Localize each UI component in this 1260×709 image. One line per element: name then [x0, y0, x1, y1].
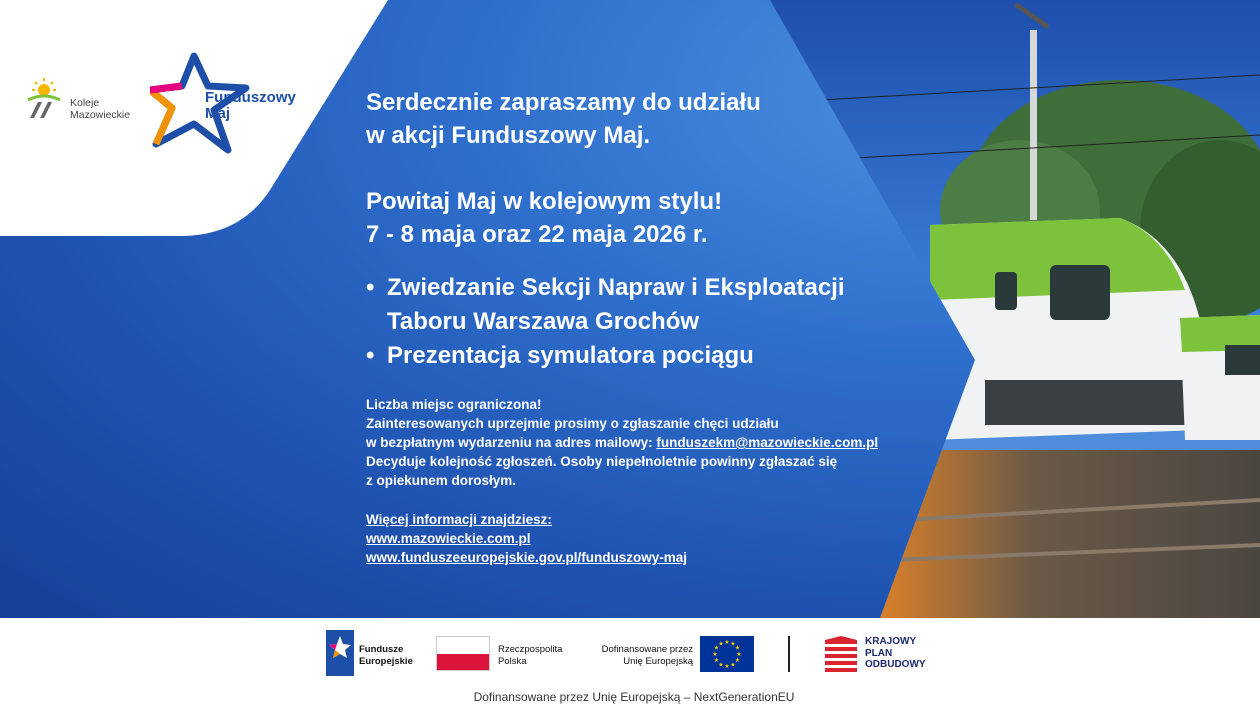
- funduszowy-maj-logo-text: [205, 90, 296, 122]
- bullet-dot-icon: •: [366, 342, 375, 369]
- fe-line2: Europejskie: [359, 656, 413, 667]
- info-line5: z opiekunem dorosłym.: [366, 473, 517, 488]
- kpo-text: [865, 636, 926, 671]
- ue-line1: Dofinansowane przez: [601, 644, 693, 655]
- km-line1: Koleje: [70, 97, 100, 109]
- rp-line1: Rzeczpospolita: [498, 644, 563, 655]
- svg-text:★: ★: [724, 639, 730, 646]
- bullet-item-2: [366, 339, 878, 373]
- kpo-line2: PLAN: [865, 647, 893, 659]
- fundusze-europejskie-icon: [326, 630, 354, 676]
- svg-text:★: ★: [713, 657, 720, 664]
- bullet-item-2-text: Prezentacja symulatora pociągu: [387, 342, 754, 369]
- poland-flag-icon: [436, 636, 490, 671]
- fundusze-europejskie-text: [359, 644, 413, 668]
- bullet-list: [366, 271, 878, 373]
- kpo-line3: ODBUDOWY: [865, 659, 926, 670]
- footer-divider: [788, 636, 790, 672]
- bullet-dot-icon: •: [366, 274, 375, 301]
- info-line3-prefix: w bezpłatnym wydarzeniu na adres mailowy:: [366, 435, 657, 450]
- svg-text:★: ★: [730, 640, 736, 648]
- info-line2: Zainteresowanych uprzejmie prosimy o zgłaszanie chęci udziału: [366, 416, 779, 431]
- kpo-line1: KRAJOWY: [865, 636, 917, 647]
- mazowieckie-link[interactable]: www.mazowieckie.com.pl: [366, 531, 531, 546]
- subheadline-line1: Powitaj Maj w kolejowym stylu!: [366, 188, 723, 215]
- rp-line2: Polska: [498, 656, 527, 667]
- svg-text:★: ★: [718, 661, 724, 669]
- rzeczpospolita-text: [498, 644, 562, 668]
- svg-text:★: ★: [712, 651, 718, 658]
- more-info-heading: Więcej informacji znajdziesz:: [366, 512, 552, 527]
- info-block: [366, 395, 878, 490]
- fundusze-link[interactable]: www.funduszeeuropejskie.gov.pl/funduszowy-maj: [366, 550, 688, 565]
- eu-flag-icon: [700, 636, 754, 672]
- ue-line2: Unię Europejską: [623, 656, 693, 667]
- unia-europejska-text: [592, 644, 693, 668]
- fm-line1: Funduszowy: [205, 89, 296, 106]
- subheadline-line2: 7 - 8 maja oraz 22 maja 2026 r.: [366, 221, 708, 248]
- kpo-icon: [823, 636, 859, 672]
- fe-line1: Fundusze: [359, 644, 404, 655]
- headline-line2: w akcji Funduszowy Maj.: [366, 122, 651, 149]
- koleje-mazowieckie-logo-text: [70, 97, 130, 121]
- email-link[interactable]: funduszekm@mazowieckie.com.pl: [656, 435, 879, 450]
- main-content: [366, 86, 878, 567]
- bullet-item-1-line2: Taboru Warszawa Grochów: [387, 308, 700, 335]
- info-line3: [366, 433, 878, 452]
- footer-caption: Dofinansowane przez Unię Europejską – NextGenerationEU: [473, 690, 795, 704]
- svg-text:★: ★: [718, 640, 724, 648]
- svg-text:★: ★: [724, 663, 730, 670]
- info-line4: Decyduje kolejność zgłoszeń. Osoby niepełnoletnie powinny zgłaszać się: [366, 454, 838, 469]
- svg-text:★: ★: [734, 657, 741, 664]
- more-info-block: [366, 510, 878, 567]
- info-line1: Liczba miejsc ograniczona!: [366, 397, 542, 412]
- svg-text:★: ★: [736, 651, 742, 658]
- bullet-item-1: [366, 271, 878, 339]
- km-line2: Mazowieckie: [70, 109, 131, 121]
- bullet-item-1-line1: Zwiedzanie Sekcji Napraw i Eksploatacji: [387, 274, 845, 301]
- svg-text:★: ★: [713, 644, 720, 652]
- fm-line2: Maj: [205, 105, 231, 122]
- svg-text:★: ★: [730, 661, 736, 669]
- svg-text:★: ★: [734, 644, 741, 652]
- headline-line1: Serdecznie zapraszamy do udziału: [366, 89, 761, 116]
